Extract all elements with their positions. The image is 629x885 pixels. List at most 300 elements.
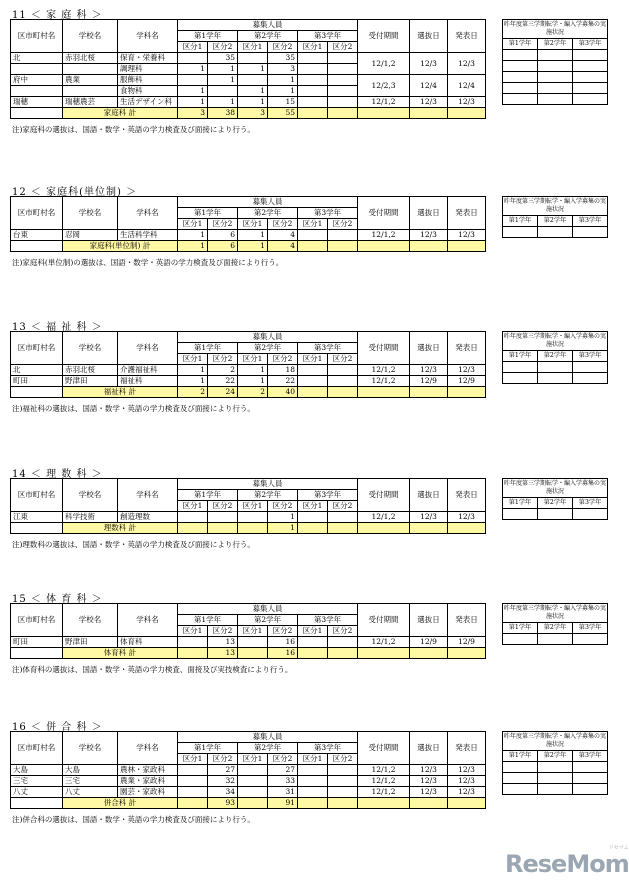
- total-row: [11, 523, 486, 534]
- recruitment-table: [10, 19, 486, 119]
- logo-text: ReseMom: [505, 850, 629, 878]
- cell-count: [298, 365, 328, 376]
- cell-school: 野津田: [63, 637, 118, 648]
- side-cell: [573, 362, 608, 373]
- last-year-status-table: [502, 731, 608, 795]
- header-period: 受付期間: [358, 332, 410, 365]
- cell-period: 12/2,3: [358, 75, 410, 97]
- cell-period: 12/1,2: [358, 512, 410, 523]
- section-title: 15 ＜ 体 育 科 ＞: [12, 594, 103, 605]
- side-cell: [503, 773, 538, 784]
- cell-count: 1: [208, 75, 238, 86]
- side-cell: [538, 94, 573, 105]
- table-row: [11, 765, 486, 776]
- header-k1: 区分1: [298, 354, 328, 365]
- cell-count: 3: [268, 64, 298, 75]
- side-row: [503, 762, 608, 773]
- total-label: 体育科 計: [63, 648, 178, 659]
- header-k2: 区分2: [208, 354, 238, 365]
- cell-count: [298, 637, 328, 648]
- cell-count: 16: [268, 637, 298, 648]
- total-blank: [448, 523, 486, 534]
- header-recruit: 募集人員: [178, 20, 358, 31]
- cell-count: [178, 787, 208, 798]
- section-note: 注)理数科の選抜は、国語・数学・英語の学力検査及び面接により行う。: [12, 540, 255, 549]
- cell-announce: 12/3: [448, 230, 486, 241]
- side-cell: [538, 362, 573, 373]
- total-count: [328, 798, 358, 809]
- section-note: 注)体育科の選抜は、国語・数学・英語の学力検査、面接及び実技検査により行う。: [12, 665, 293, 674]
- total-row: [11, 241, 486, 252]
- cell-count: [178, 75, 208, 86]
- cell-select: 12/9: [410, 376, 448, 387]
- side-row: [503, 83, 608, 94]
- side-cell: [538, 61, 573, 72]
- cell-count: [328, 365, 358, 376]
- header-grade1: 第1学年: [178, 208, 238, 219]
- total-label: 家庭科 計: [63, 108, 178, 119]
- cell-count: [178, 765, 208, 776]
- header-grade2: 第2学年: [238, 31, 298, 42]
- header-grade3: 第3学年: [298, 743, 358, 754]
- header-k2: 区分2: [328, 219, 358, 230]
- side-cell: [573, 83, 608, 94]
- cell-school: [63, 86, 118, 97]
- section-15: [0, 590, 621, 730]
- side-cell: [538, 227, 573, 238]
- side-side_g1: 第1学年: [503, 498, 538, 509]
- header-k1: 区分1: [298, 219, 328, 230]
- side-cell: [573, 784, 608, 795]
- section-note: 注)家庭科(単位制)の選抜は、国語・数学・英語の学力検査及び面接により行う。: [12, 258, 284, 267]
- header-grade2: 第2学年: [238, 490, 298, 501]
- side-cell: [503, 227, 538, 238]
- side-side_g2: 第2学年: [538, 39, 573, 50]
- header-recruit: 募集人員: [178, 332, 358, 343]
- cell-city: 三宅: [11, 776, 63, 787]
- cell-city: 江東: [11, 512, 63, 523]
- total-blank: [410, 798, 448, 809]
- side-side_g2: 第2学年: [538, 623, 573, 634]
- total-count: 1: [178, 241, 208, 252]
- side-side_g2: 第2学年: [538, 751, 573, 762]
- header-grade1: 第1学年: [178, 31, 238, 42]
- header-school: 学校名: [63, 732, 118, 765]
- header-recruit: 募集人員: [178, 197, 358, 208]
- cell-count: [178, 776, 208, 787]
- header-k1: 区分1: [298, 501, 328, 512]
- header-k1: 区分1: [298, 754, 328, 765]
- header-grade3: 第3学年: [298, 615, 358, 626]
- header-school: 学校名: [63, 20, 118, 53]
- cell-count: 32: [208, 776, 238, 787]
- cell-school: 瑞穂農芸: [63, 97, 118, 108]
- cell-count: [298, 376, 328, 387]
- header-school: 学校名: [63, 197, 118, 230]
- cell-period: 12/1,2: [358, 97, 410, 108]
- total-blank: [358, 387, 410, 398]
- total-blank: [448, 648, 486, 659]
- total-count: 1: [268, 523, 298, 534]
- side-side_g1: 第1学年: [503, 623, 538, 634]
- cell-count: 1: [268, 86, 298, 97]
- section-title: 12 ＜ 家庭科(単位制) ＞: [12, 187, 138, 198]
- header-select: 選抜日: [410, 20, 448, 53]
- total-count: 6: [208, 241, 238, 252]
- total-count: 40: [268, 387, 298, 398]
- header-k1: 区分1: [178, 501, 208, 512]
- cell-dept: 農業・家政科: [118, 776, 178, 787]
- side-side_g3: 第3学年: [573, 216, 608, 227]
- cell-announce: 12/3: [448, 787, 486, 798]
- cell-city: [11, 86, 63, 97]
- side-row: [503, 61, 608, 72]
- side-cell: [538, 509, 573, 520]
- cell-city: 大島: [11, 765, 63, 776]
- header-k2: 区分2: [268, 501, 298, 512]
- side-side_g3: 第3学年: [573, 498, 608, 509]
- side-row: [503, 773, 608, 784]
- header-recruit: 募集人員: [178, 479, 358, 490]
- total-blank: [358, 648, 410, 659]
- cell-announce: 12/9: [448, 637, 486, 648]
- cell-school: 野津田: [63, 376, 118, 387]
- header-dept: 学科名: [118, 20, 178, 53]
- total-count: 38: [208, 108, 238, 119]
- header-k1: 区分1: [178, 626, 208, 637]
- cell-count: [178, 512, 208, 523]
- side-cell: [573, 509, 608, 520]
- cell-count: 18: [268, 365, 298, 376]
- header-dept: 学科名: [118, 732, 178, 765]
- cell-count: [328, 230, 358, 241]
- header-recruit: 募集人員: [178, 732, 358, 743]
- side-title: 昨年度第三学期転学・編入学募集の実施状況: [503, 732, 608, 751]
- side-cell: [503, 362, 538, 373]
- header-city: 区市町村名: [11, 332, 63, 365]
- cell-count: [328, 64, 358, 75]
- cell-announce: 12/3: [448, 97, 486, 108]
- header-select: 選抜日: [410, 604, 448, 637]
- cell-dept: 生活科学科: [118, 230, 178, 241]
- cell-dept: 調理科: [118, 64, 178, 75]
- cell-count: [298, 776, 328, 787]
- cell-count: 1: [238, 365, 268, 376]
- cell-count: 6: [208, 230, 238, 241]
- total-row: [11, 798, 486, 809]
- side-cell: [573, 227, 608, 238]
- table-row: [11, 787, 486, 798]
- side-cell: [503, 83, 538, 94]
- side-row: [503, 634, 608, 645]
- section-note: 注)福祉科の選抜は、国語・数学・英語の学力検査及び面接により行う。: [12, 404, 255, 413]
- total-count: [298, 241, 328, 252]
- cell-school: 科学技術: [63, 512, 118, 523]
- total-row: [11, 108, 486, 119]
- total-count: [178, 523, 208, 534]
- header-period: 受付期間: [358, 197, 410, 230]
- total-blank: [410, 387, 448, 398]
- total-count: [238, 648, 268, 659]
- side-side_g1: 第1学年: [503, 351, 538, 362]
- side-cell: [503, 94, 538, 105]
- cell-period: 12/1,2: [358, 776, 410, 787]
- header-grade2: 第2学年: [238, 743, 298, 754]
- cell-count: 1: [178, 376, 208, 387]
- side-cell: [573, 72, 608, 83]
- cell-dept: 園芸・家政科: [118, 787, 178, 798]
- cell-select: 12/3: [410, 765, 448, 776]
- cell-count: [238, 776, 268, 787]
- side-cell: [573, 634, 608, 645]
- header-k2: 区分2: [328, 754, 358, 765]
- total-count: [328, 241, 358, 252]
- side-row: [503, 227, 608, 238]
- cell-count: 15: [268, 97, 298, 108]
- total-label: 理数科 計: [63, 523, 178, 534]
- cell-count: 1: [268, 75, 298, 86]
- header-dept: 学科名: [118, 197, 178, 230]
- side-cell: [538, 773, 573, 784]
- cell-count: 1: [178, 97, 208, 108]
- cell-city: 北: [11, 53, 63, 64]
- side-cell: [538, 373, 573, 384]
- cell-period: 12/1,2: [358, 53, 410, 75]
- cell-city: [11, 64, 63, 75]
- side-cell: [503, 50, 538, 61]
- cell-count: [298, 64, 328, 75]
- side-side_g2: 第2学年: [538, 216, 573, 227]
- header-k1: 区分1: [298, 626, 328, 637]
- cell-count: [208, 512, 238, 523]
- cell-count: [298, 787, 328, 798]
- header-period: 受付期間: [358, 732, 410, 765]
- total-count: 2: [238, 387, 268, 398]
- cell-dept: 農林・家政科: [118, 765, 178, 776]
- side-title: 昨年度第三学期転学・編入学募集の実施状況: [503, 604, 608, 623]
- header-announce: 発表日: [448, 479, 486, 512]
- cell-count: [298, 230, 328, 241]
- header-city: 区市町村名: [11, 197, 63, 230]
- total-count: [208, 523, 238, 534]
- total-city-blank: [11, 387, 63, 398]
- header-k1: 区分1: [238, 626, 268, 637]
- header-dept: 学科名: [118, 479, 178, 512]
- cell-count: 1: [268, 512, 298, 523]
- cell-announce: 12/4: [448, 75, 486, 97]
- total-count: 3: [238, 108, 268, 119]
- cell-count: [238, 75, 268, 86]
- total-count: 3: [178, 108, 208, 119]
- cell-count: [238, 787, 268, 798]
- side-cell: [573, 762, 608, 773]
- cell-count: [298, 86, 328, 97]
- cell-select: 12/3: [410, 97, 448, 108]
- cell-count: 31: [268, 787, 298, 798]
- cell-dept: 生活デザイン科: [118, 97, 178, 108]
- header-k1: 区分1: [238, 754, 268, 765]
- section-14: [0, 465, 621, 605]
- table-row: [11, 75, 486, 86]
- side-title: 昨年度第三学期転学・編入学募集の実施状況: [503, 20, 608, 39]
- total-count: [298, 798, 328, 809]
- cell-count: [328, 512, 358, 523]
- header-k1: 区分1: [178, 354, 208, 365]
- total-blank: [410, 108, 448, 119]
- cell-school: 忍岡: [63, 230, 118, 241]
- header-k2: 区分2: [268, 219, 298, 230]
- header-k1: 区分1: [238, 354, 268, 365]
- cell-count: 34: [208, 787, 238, 798]
- section-title: 11 ＜ 家 庭 科 ＞: [12, 10, 103, 21]
- section-12: [0, 183, 621, 323]
- cell-city: 府中: [11, 75, 63, 86]
- total-count: 93: [208, 798, 238, 809]
- header-k1: 区分1: [238, 501, 268, 512]
- cell-city: 町田: [11, 637, 63, 648]
- total-blank: [448, 387, 486, 398]
- header-announce: 発表日: [448, 20, 486, 53]
- side-cell: [503, 762, 538, 773]
- header-k2: 区分2: [268, 626, 298, 637]
- side-row: [503, 509, 608, 520]
- header-k1: 区分1: [178, 754, 208, 765]
- cell-count: 1: [178, 86, 208, 97]
- header-period: 受付期間: [358, 479, 410, 512]
- total-count: [328, 648, 358, 659]
- cell-dept: 介護福祉科: [118, 365, 178, 376]
- table-row: [11, 776, 486, 787]
- header-k2: 区分2: [328, 354, 358, 365]
- last-year-status-table: [502, 196, 608, 238]
- table-row: [11, 512, 486, 523]
- header-k2: 区分2: [208, 42, 238, 53]
- cell-count: 1: [178, 64, 208, 75]
- side-side_g1: 第1学年: [503, 216, 538, 227]
- last-year-status-table: [502, 331, 608, 384]
- total-count: [238, 798, 268, 809]
- side-side_g1: 第1学年: [503, 39, 538, 50]
- cell-count: [328, 776, 358, 787]
- cell-announce: 12/3: [448, 512, 486, 523]
- header-k1: 区分1: [298, 42, 328, 53]
- header-period: 受付期間: [358, 604, 410, 637]
- total-count: 13: [208, 648, 238, 659]
- header-grade2: 第2学年: [238, 615, 298, 626]
- recruitment-table: [10, 196, 486, 252]
- table-row: [11, 53, 486, 64]
- header-school: 学校名: [63, 479, 118, 512]
- total-city-blank: [11, 798, 63, 809]
- cell-count: [328, 376, 358, 387]
- total-count: 1: [238, 241, 268, 252]
- cell-count: [238, 512, 268, 523]
- section-16: [0, 718, 621, 858]
- side-side_g2: 第2学年: [538, 498, 573, 509]
- table-row: [11, 376, 486, 387]
- cell-count: [238, 637, 268, 648]
- side-row: [503, 94, 608, 105]
- header-grade2: 第2学年: [238, 208, 298, 219]
- total-row: [11, 648, 486, 659]
- cell-count: 1: [238, 97, 268, 108]
- total-label: 家庭科(単位制) 計: [63, 241, 178, 252]
- cell-count: 13: [208, 637, 238, 648]
- total-blank: [358, 108, 410, 119]
- header-period: 受付期間: [358, 20, 410, 53]
- cell-count: [298, 75, 328, 86]
- header-k2: 区分2: [328, 501, 358, 512]
- cell-school: [63, 64, 118, 75]
- header-city: 区市町村名: [11, 20, 63, 53]
- cell-period: 12/1,2: [358, 365, 410, 376]
- header-grade1: 第1学年: [178, 343, 238, 354]
- cell-announce: 12/3: [448, 765, 486, 776]
- cell-dept: 福祉科: [118, 376, 178, 387]
- side-side_g3: 第3学年: [573, 751, 608, 762]
- cell-count: 1: [208, 64, 238, 75]
- total-count: 16: [268, 648, 298, 659]
- side-cell: [503, 72, 538, 83]
- cell-period: 12/1,2: [358, 765, 410, 776]
- cell-count: [298, 765, 328, 776]
- total-count: [298, 648, 328, 659]
- total-blank: [410, 241, 448, 252]
- side-cell: [538, 634, 573, 645]
- header-announce: 発表日: [448, 332, 486, 365]
- total-count: [328, 523, 358, 534]
- side-cell: [573, 50, 608, 61]
- cell-school: 三宅: [63, 776, 118, 787]
- header-k2: 区分2: [208, 501, 238, 512]
- cell-select: 12/9: [410, 637, 448, 648]
- recruitment-table: [10, 603, 486, 659]
- total-blank: [358, 798, 410, 809]
- table-row: [11, 365, 486, 376]
- side-cell: [573, 61, 608, 72]
- header-k1: 区分1: [238, 42, 268, 53]
- cell-dept: 食物科: [118, 86, 178, 97]
- side-cell: [573, 773, 608, 784]
- cell-announce: 12/9: [448, 376, 486, 387]
- header-announce: 発表日: [448, 732, 486, 765]
- total-blank: [410, 648, 448, 659]
- cell-count: 33: [268, 776, 298, 787]
- table-row: [11, 97, 486, 108]
- cell-count: [328, 637, 358, 648]
- total-count: [178, 798, 208, 809]
- header-dept: 学科名: [118, 332, 178, 365]
- total-blank: [410, 523, 448, 534]
- cell-period: 12/1,2: [358, 637, 410, 648]
- header-grade3: 第3学年: [298, 343, 358, 354]
- side-row: [503, 50, 608, 61]
- total-count: [298, 108, 328, 119]
- header-city: 区市町村名: [11, 604, 63, 637]
- cell-count: 1: [238, 86, 268, 97]
- last-year-status-table: [502, 478, 608, 520]
- header-k2: 区分2: [328, 626, 358, 637]
- header-select: 選抜日: [410, 732, 448, 765]
- cell-count: 4: [268, 230, 298, 241]
- header-school: 学校名: [63, 332, 118, 365]
- side-cell: [503, 509, 538, 520]
- section-13: [0, 318, 621, 458]
- header-k2: 区分2: [268, 754, 298, 765]
- side-row: [503, 72, 608, 83]
- last-year-status-table: [502, 603, 608, 645]
- total-city-blank: [11, 648, 63, 659]
